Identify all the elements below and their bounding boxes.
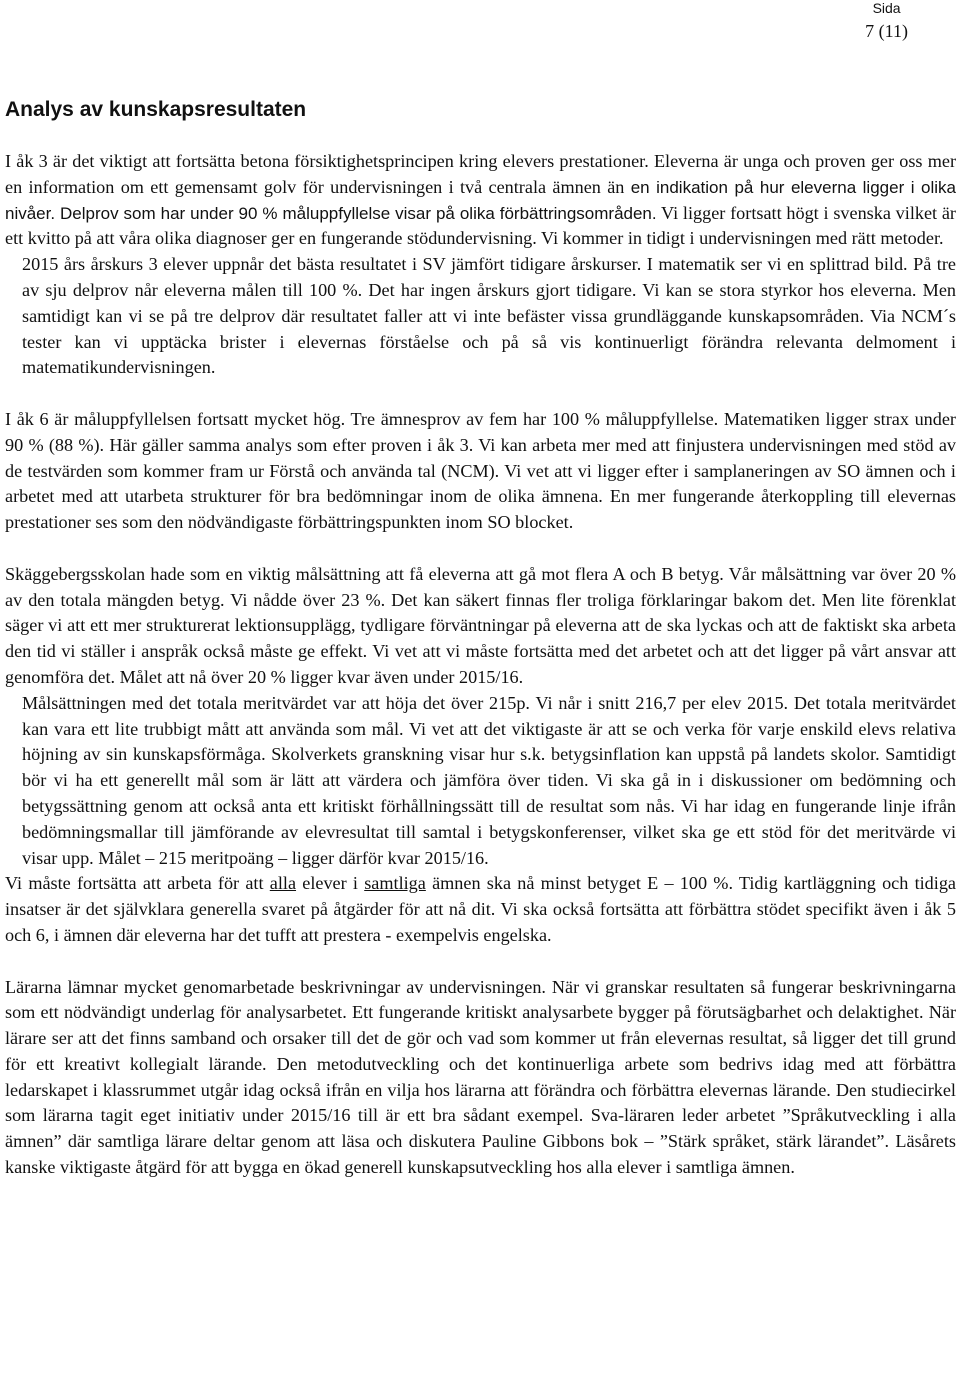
section-title: Analys av kunskapsresultaten xyxy=(5,98,307,121)
paragraph-text-sans: en indikation på hur eleverna ligger i olika nivåer. Delprov som har under 90 % måluppfyllelse visar på olika förbättringsområden. xyxy=(5,177,956,223)
paragraph-text: ämnen ska nå minst betyget E – 100 %. Tidig kartläggning och tidiga insatser är det självklara generella svaret på åtgärder för att nå dit. Vi ska också fortsätta att förbättra stödet specifikt även i åk 5 och 6, i ämnen där eleverna har det tufft att prestera - exempelvis engelska. xyxy=(5,873,956,945)
page-header xyxy=(865,0,908,46)
paragraph-teachers: Lärarna lämnar mycket genomarbetade beskrivningar av undervisningen. När vi granskar resultaten så fungerar beskrivningarna som ett nödvändigt underlag för analysarbetet. Ett fungerande kritiskt analysarbete bygger på förutsägbarhet och delaktighet. När lärare ser att det finns samband och orsaker till det de gör och vad som kommer ut från elevernas resultat, så ligger det till grund för ett kreativt kollegialt lärande. Den metodutveckling och det kontinuerliga arbete som bedrivs idag med att förbättra ledarskapet i klassrummet utgår idag också ifrån en vilja hos lärarna att förändra och förbättra elevernas lärande. Den studiecirkel som lärarna tagit eget initiativ under 2015/16 till är ett bra sådant exempel. Sva-läraren leder arbetet ”Språkutveckling i alla ämnen” där samtliga lärare deltar genom att läsa och diskutera Pauline Gibbons bok – ”Stärk språket, stärk lärandet”. Läsårets kanske viktigaste åtgärd för att bygga en ökad generell kunskapsutveckling hos alla elever i samtliga ämnen. xyxy=(5,976,956,1178)
paragraph-text: Vi ligger fortsatt högt i svenska vilket är ett kvitto på att våra olika diagnoser ger en fungerande stödundervisning. Vi kommer in tidigt i undervisningen med rätt metoder. xyxy=(5,202,956,249)
underlined-word: samtliga xyxy=(364,873,426,894)
document-body xyxy=(5,149,956,1181)
paragraph-ak6: I åk 6 är måluppfyllelsen fortsatt mycket hög. Tre ämnesprov av fem har 100 % måluppfyllelse. Matematiken ligger strax under 90 % (88 %). Här gäller samma analys som efter proven i åk 3. Vi kan arbeta mer med att finjustera undervisningen med stöd av de testvärden som kommer fram ur Förstå och använda tal (NCM). Vi vet att vi ligger efter i samplaneringen av SO ämnen och i arbetet med att utarbeta strukturer för bra bedömningar inom de olika ämnena. En mer fungerande återkoppling till elevernas prestationer ses som den nödvändigaste förbättringspunkten inom SO blocket. xyxy=(5,408,956,533)
page-number: 7 (11) xyxy=(865,21,908,41)
paragraph-text: I åk 3 är det viktigt att fortsätta betona försiktighetsprincipen kring elevers prestationer. Eleverna är unga och proven ger oss mer en information om ett gemensamt golv för undervisningen i två centrala ämnen än xyxy=(5,151,956,197)
paragraph-text: Vi måste fortsätta att arbeta för att xyxy=(5,873,270,894)
paragraph-all-students xyxy=(5,871,956,948)
paragraph-grades-goal: Skäggebergsskolan hade som en viktig målsättning att få eleverna att gå mot flera A och B betyg. Vår målsättning var över 20 % av den totala mängden betyg. Vi nådde över 23 %. Det kan säkert finnas fler troliga förklaringar bakom det. Men lite förenklat säger vi att ett mer strukturerat lektionsupplägg, tydligare förväntningar på eleverna att de ska lyckas och att de faktiskt ska arbeta den tid vi ställer i anspråk också måste ge effekt. Vi vet att vi måste fortsätta med det arbetet och att det ligger på vårt ansvar att genomföra det. Målet att nå över 20 % ligger kvar även under 2015/16. xyxy=(5,563,956,687)
paragraph-text: elever i xyxy=(296,873,365,894)
paragraph-ak3-results: 2015 års årskurs 3 elever uppnår det bästa resultatet i SV jämfört tidigare årskurser. I matematik ser vi en splittrad bild. På tre av sju delprov når eleverna målen till 100 %. Det har ingen årskurs gjort tidigare. Vi kan se stora styrkor hos eleverna. Men samtidigt kan vi se på tre delprov där resultatet faller att vi inte befäster vissa grundläggande kunskapsområden. Via NCM´s tester kan vi upptäcka brister i elevernas förståelse och på så vis kontinuerligt förändra relevanta delmoment i matematikundervisningen. xyxy=(22,254,956,378)
underlined-word: alla xyxy=(269,873,297,894)
paragraph-ak3-intro xyxy=(5,149,956,252)
page-label: Sida xyxy=(872,0,901,16)
paragraph-merit-value: Målsättningen med det totala meritvärdet var att höja det över 215p. Vi når i snitt 216,7 per elev 2015. Det totala meritvärdet kan vara ett lite trubbigt mått att använda som mål. Vi vet att det viktigaste är att se och verka för varje enskild elevs relativa höjning av sin kunskapsförmåga. Skolverkets granskning visar hur s.k. betygsinflation kan uppstå på landets skolor. Samtidigt bör vi ha ett generellt mål som är lätt att värdera och jämföra över tiden. Vi ska gå in i diskussioner om bedömning och betygssättning genom att också anta ett kritiskt förhållningssätt till de resultat som nås. Vi har idag en fungerande linje ifrån bedömningsmallar till jämförande av elevresultat till samtal i betygskonferenser, vilket ska ge ett stöd för det meritvärde vi visar upp. Målet – 215 meritpoäng – ligger därför kvar 2015/16. xyxy=(22,692,956,868)
